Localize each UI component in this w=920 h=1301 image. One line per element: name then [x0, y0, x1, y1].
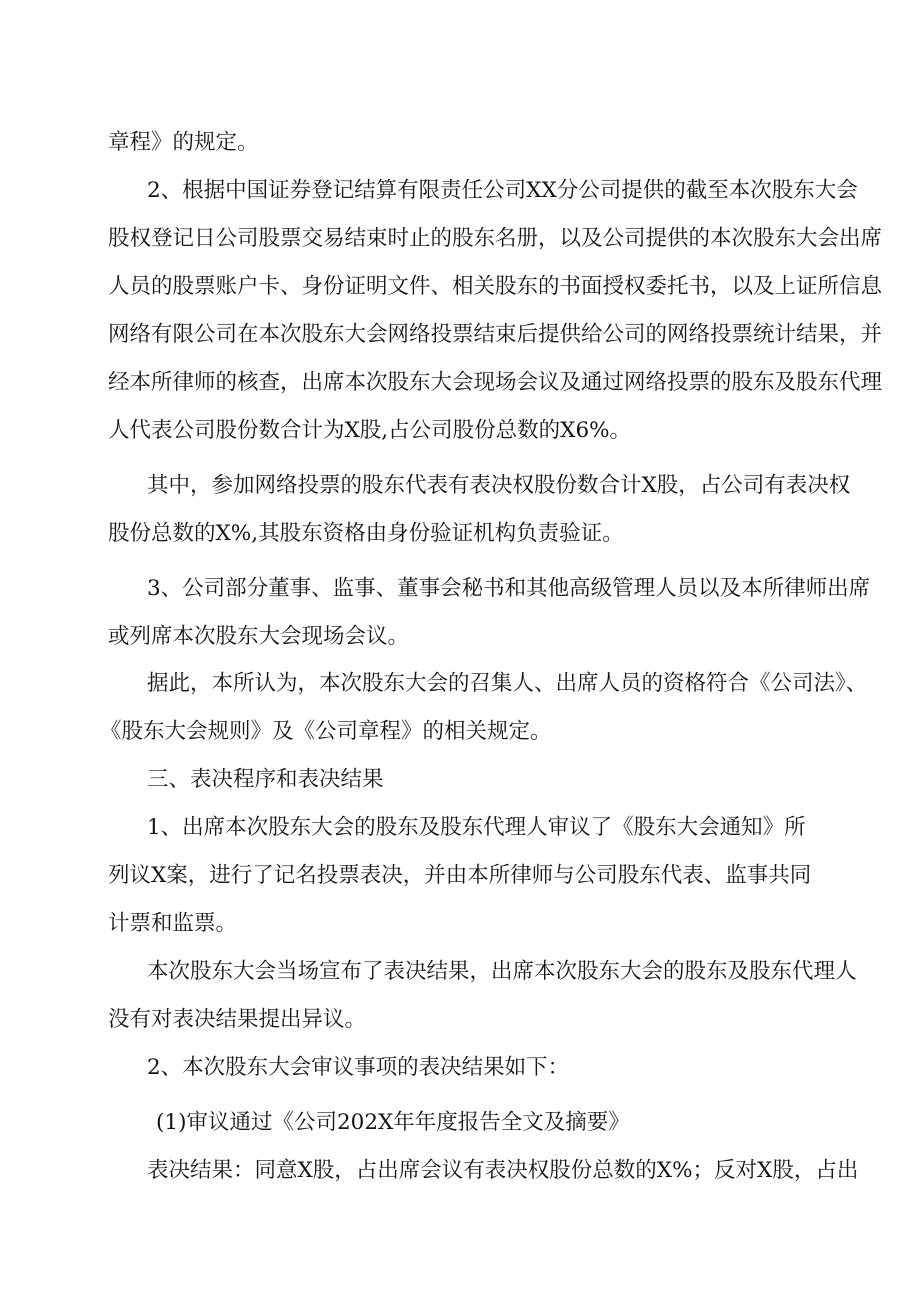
text-line: 2、本次股东大会审议事项的表决结果如下：: [147, 1055, 570, 1080]
text-line: 计票和监票。: [108, 911, 238, 936]
text-line: 表决结果：同意X股，占出席会议有表决权股份总数的X%；反对X股，占出: [147, 1158, 859, 1183]
text-line: 据此，本所认为，本次股东大会的召集人、出席人员的资格符合《公司法》、: [147, 671, 868, 696]
text-line: 其中，参加网络投票的股东代表有表决权股份数合计X股，占公司有表决权: [147, 473, 851, 498]
text-line: 本次股东大会当场宣布了表决结果，出席本次股东大会的股东及股东代理人: [147, 959, 857, 984]
text-line: 股份总数的X%,其股东资格由身份验证机构负责验证。: [108, 521, 624, 546]
text-line: 1、出席本次股东大会的股东及股东代理人审议了《股东大会通知》所: [147, 815, 806, 840]
text-line: 网络有限公司在本次股东大会网络投票结束后提供给公司的网络投票统计结果，并: [108, 322, 883, 347]
text-line: 列议X案，进行了记名投票表决，并由本所律师与公司股东代表、监事共同: [108, 863, 812, 888]
section-heading: 三、表决程序和表决结果: [147, 767, 384, 792]
text-line: 人代表公司股份数合计为X股,占公司股份总数的X6%。: [108, 418, 632, 443]
text-line: 股权登记日公司股票交易结束时止的股东名册，以及公司提供的本次股东大会出席: [108, 226, 883, 251]
text-line: 2、根据中国证券登记结算有限责任公司XX分公司提供的截至本次股东大会: [147, 178, 858, 203]
text-line: 章程》的规定。: [108, 130, 259, 155]
text-line: 没有对表决结果提出异议。: [108, 1007, 367, 1032]
agenda-item-title: (1)审议通过《公司202X年年度报告全文及摘要》: [156, 1110, 630, 1135]
text-line: 人员的股票账户卡、身份证明文件、相关股东的书面授权委托书，以及上证所信息: [108, 274, 883, 299]
text-line: 3、公司部分董事、监事、董事会秘书和其他高级管理人员以及本所律师出席: [147, 576, 871, 601]
text-line: 或列席本次股东大会现场会议。: [108, 624, 410, 649]
text-line: 经本所律师的核查，出席本次股东大会现场会议及通过网络投票的股东及股东代理: [108, 370, 883, 395]
text-line: 《股东大会规则》及《公司章程》的相关规定。: [100, 719, 552, 744]
